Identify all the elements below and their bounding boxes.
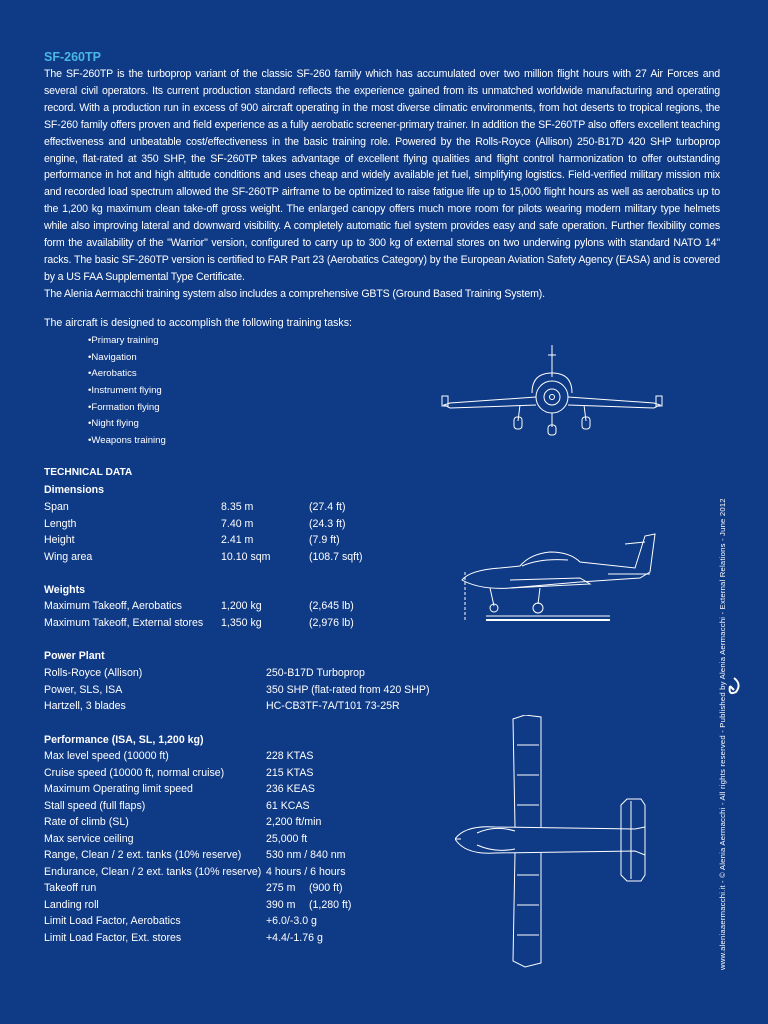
spec-label: Stall speed (full flaps) (44, 799, 146, 812)
spec-label: Endurance, Clean / 2 ext. tanks (10% reserve) (44, 865, 262, 878)
list-item: • Instrument flying (88, 383, 166, 400)
spec-imperial: (2,976 lb) (309, 616, 354, 629)
spec-label: Takeoff run (44, 882, 97, 894)
spec-imperial: (27.4 ft) (309, 501, 346, 513)
list-item: • Night flying (88, 416, 166, 433)
spec-metric: 7.40 m (221, 517, 254, 530)
list-item: • Primary training (88, 333, 166, 350)
list-item: • Navigation (88, 350, 166, 367)
spec-label: Maximum Operating limit speed (44, 783, 193, 795)
spec-metric: 1,200 kg (221, 600, 262, 612)
spec-value: 530 nm / 840 nm (266, 849, 346, 861)
power-plant-heading: Power Plant (44, 650, 105, 662)
page-title: SF-260TP (44, 50, 101, 64)
spec-label: Power, SLS, ISA (44, 683, 123, 696)
spec-label: Range, Clean / 2 ext. tanks (10% reserve) (44, 849, 242, 861)
spec-label: Rolls-Royce (Allison) (44, 667, 143, 679)
spec-value: +6.0/-3.0 g (266, 915, 317, 927)
spec-imperial: (24.3 ft) (309, 517, 346, 530)
spec-value: 236 KEAS (266, 783, 315, 795)
dimensions-heading: Dimensions (44, 484, 105, 496)
intro-paragraph: The SF-260TP is the turboprop variant of the classic SF-260 family which has accumulated over two million flight hours with 27 Air Forces and several civil operators. Its current production standard reflects the experience gained from its unmatched worldwide manufacturing and operating record. With a production run in excess of 900 aircraft operating in the most diverse climatic environments, from hot deserts to tropical regions, the SF-260 family offers proven and field experience as a fully aerobatic screener-primary trainer. In addition the SF-260TP also offers excellent teaching effectiveness and unbeatable cost/effectiveness in the basic training role. Powered by the Rolls-Royce (Allison) 250-B17D 420 SHP turboprop engine, flat-rated at 350 SHP, the SF-260TP takes advantage of excellent flying qualities and flight control harmonization to offer outstanding performance in hot and high altitude conditions and uses cheap and widely available jet fuel, simplifying logistics. Field-verified military mission mix and recorded load spectrum allowed the SF-260TP airframe to be optimized to raise fatigue life up to 15,000 flight hours as well as aerobatics up to the 1,200 kg maximum clean take-off gross weight. The enlarged canopy offers much more room for pilots wearing modern military type helmets while also improving lateral and downward visibility. A completely automatic fuel system provides easy and safe operation. Further flexibility comes form the availability of the "Warrior" version, configured to carry up to 300 kg of external stores on two underwing pylons with standard NATO 14" racks. The basic SF-260TP version is certified to FAR Part 23 (Aerobatics Category) by the European Aviation Safety Agency (EASA) and is covered by a US FAA Supplemental Type Certificate. (44, 68, 720, 283)
spec-label: Max level speed (10000 ft) (44, 750, 169, 762)
aircraft-side-view (450, 532, 660, 624)
spec-label: Hartzell, 3 blades (44, 700, 126, 712)
spec-label: Limit Load Factor, Ext. stores (44, 931, 182, 944)
spec-value: +4.4/-1.76 g (266, 931, 323, 944)
spec-value: 4 hours / 6 hours (266, 865, 346, 878)
spec-label: Cruise speed (10000 ft, normal cruise) (44, 766, 225, 779)
spec-label: Span (44, 501, 69, 513)
spec-label: Height (44, 534, 75, 546)
spec-label: Length (44, 517, 77, 530)
spec-value: HC-CB3TF-7A/T101 73-25R (266, 700, 400, 712)
spec-metric: 1,350 kg (221, 616, 262, 629)
spec-label: Max service ceiling (44, 832, 134, 845)
spec-value: 228 KTAS (266, 750, 314, 762)
aircraft-front-view (440, 345, 665, 440)
list-item: • Formation flying (88, 400, 166, 417)
spec-metric: 2.41 m (221, 534, 254, 546)
spec-label: Limit Load Factor, Aerobatics (44, 915, 181, 927)
aircraft-top-view (455, 715, 670, 970)
tasks-list (88, 333, 166, 450)
spec-imperial: (7.9 ft) (309, 534, 340, 546)
spec-imperial: (108.7 sqft) (309, 550, 363, 563)
spec-extra: (900 ft) (309, 882, 343, 894)
spec-value: 250-B17D Turboprop (266, 667, 365, 679)
spec-value: 275 m (266, 882, 296, 894)
weights-heading: Weights (44, 584, 86, 596)
spec-label: Rate of climb (SL) (44, 816, 129, 828)
spec-metric: 8.35 m (221, 501, 254, 513)
spec-value: 350 SHP (flat-rated from 420 SHP) (266, 683, 430, 696)
technical-data-heading: TECHNICAL DATA (44, 467, 133, 478)
spec-extra: (1,280 ft) (309, 898, 352, 911)
gbts-paragraph: The Alenia Aermacchi training system also includes a comprehensive GBTS (Ground Based Training System). (44, 287, 545, 300)
list-item: • Weapons training (88, 433, 166, 450)
performance-heading: Performance (ISA, SL, 1,200 kg) (44, 734, 204, 746)
spec-label: Maximum Takeoff, Aerobatics (44, 600, 182, 612)
side-credit: www.aleniaaermacchi.it - © Alenia Aermacchi - All rights reserved - Published by Alenia Aermacchi - External Relations - June 2012 (718, 498, 727, 970)
spec-value: 2,200 ft/min (266, 816, 322, 828)
spec-value: 215 KTAS (266, 766, 314, 779)
spec-value: 25,000 ft (266, 832, 308, 845)
spec-label: Landing roll (44, 898, 99, 911)
spec-value: 390 m (266, 898, 296, 911)
spec-value: 61 KCAS (266, 799, 310, 812)
intro-text (44, 66, 720, 303)
list-item: • Aerobatics (88, 366, 166, 383)
spec-imperial: (2,645 lb) (309, 600, 354, 612)
spec-metric: 10.10 sqm (221, 550, 271, 563)
spec-label: Wing area (44, 550, 93, 563)
pefc-logo-icon (724, 676, 744, 704)
tasks-intro: The aircraft is designed to accomplish the following training tasks: (44, 317, 352, 329)
spec-label: Maximum Takeoff, External stores (44, 616, 204, 629)
